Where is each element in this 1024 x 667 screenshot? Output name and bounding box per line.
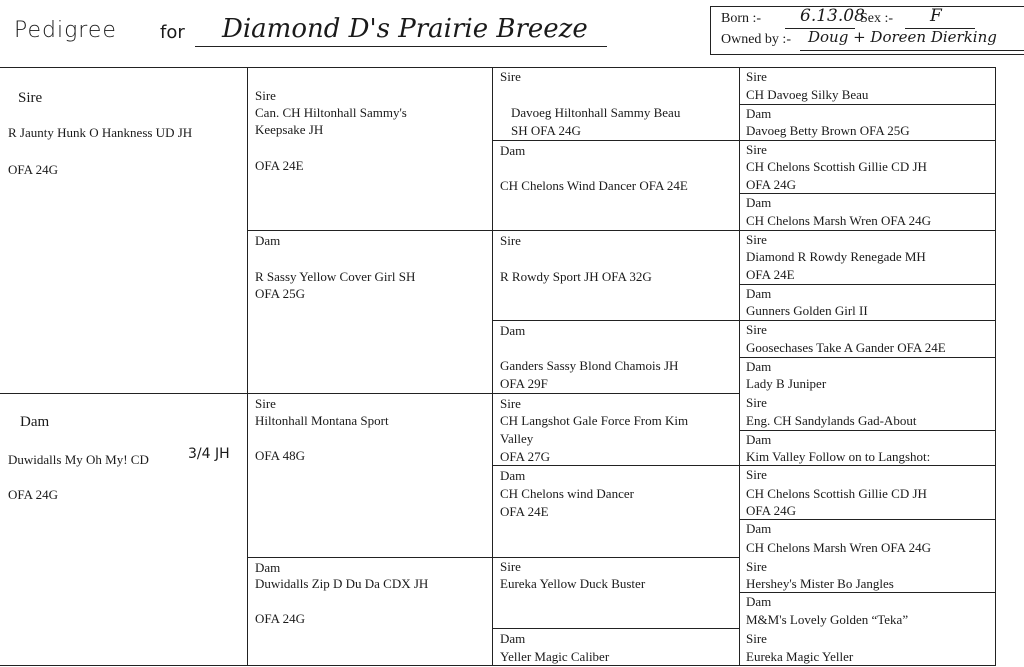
col3-3-name: R Rowdy Sport JH OFA 32G — [500, 269, 652, 284]
col4-14-name: M&M's Lovely Golden “Teka” — [746, 612, 909, 627]
col3-6-name2: OFA 24E — [500, 504, 549, 519]
col3-8-name: Yeller Magic Caliber — [500, 649, 610, 664]
col3-5-role: Sire — [500, 396, 521, 411]
col3-5-name2: Valley — [500, 431, 534, 446]
col3-8-role: Dam — [500, 631, 526, 646]
col2-sire-1-name: Can. CH Hiltonhall Sammy's — [255, 105, 407, 120]
col3-6-name: CH Chelons wind Dancer — [500, 486, 634, 501]
col3-4-name2: OFA 29F — [500, 376, 548, 391]
col2-dam-2-role: Dam — [255, 560, 281, 575]
dog-name: Diamond D's Prairie Breeze — [222, 14, 588, 44]
col3-2-role: Dam — [500, 143, 526, 158]
col4-13-role: Sire — [746, 559, 767, 574]
col4-11-role: Sire — [746, 467, 767, 482]
page-title: Pedigree — [14, 18, 117, 43]
col3-split-d — [492, 628, 739, 629]
col2-dam-1-name: R Sassy Yellow Cover Girl SH — [255, 269, 416, 284]
col3-5-name: CH Langshot Gale Force From Kim — [500, 413, 689, 428]
col3-1-name: Davoeg Hiltonhall Sammy Beau — [511, 105, 681, 120]
col1-split — [0, 393, 739, 394]
col4-15-role: Sire — [746, 631, 767, 646]
table-top-border — [0, 67, 995, 68]
sex-value: F — [930, 6, 942, 26]
col3-6-role: Dam — [500, 468, 526, 483]
col2-dam-2-info: OFA 24G — [255, 611, 305, 626]
col3-4-name: Ganders Sassy Blond Chamois JH — [500, 358, 679, 373]
col3-1-name2: SH OFA 24G — [511, 123, 581, 138]
col4-6-role: Dam — [746, 286, 772, 301]
col2-sire-1-info: OFA 24E — [255, 158, 304, 173]
col2-sire-2-info: OFA 48G — [255, 448, 305, 463]
col4-12-name: CH Chelons Marsh Wren OFA 24G — [746, 540, 931, 555]
table-right-border — [995, 67, 996, 666]
col4-9-name: Eng. CH Sandylands Gad-About — [746, 413, 917, 428]
info-box-top — [710, 6, 1024, 7]
col2-sire-2-name: Hiltonhall Montana Sport — [255, 413, 389, 428]
col2-dam-1-name2: OFA 25G — [255, 286, 305, 301]
col4-5-name: Diamond R Rowdy Renegade MH — [746, 249, 926, 264]
col-divider-3 — [739, 67, 740, 666]
col1-sire-info: OFA 24G — [8, 162, 58, 177]
col4-2-role: Dam — [746, 106, 772, 121]
sex-label: Sex :- — [860, 11, 894, 26]
col4-7-role: Sire — [746, 322, 767, 337]
col4-5-role: Sire — [746, 232, 767, 247]
col1-sire-name: R Jaunty Hunk O Hankness UD JH — [8, 125, 193, 140]
col4-split — [739, 140, 995, 141]
col2-split-a — [247, 230, 739, 231]
col2-sire-1-name2: Keepsake JH — [255, 122, 324, 137]
col4-3-name: CH Chelons Scottish Gillie CD JH — [746, 159, 927, 174]
col4-split — [739, 284, 995, 285]
col1-dam-name: Duwidalls My Oh My! CD — [8, 452, 149, 467]
col4-split — [739, 104, 995, 105]
col4-8-role: Dam — [746, 359, 772, 374]
col4-14-role: Dam — [746, 594, 772, 609]
col4-8-name: Lady B Juniper — [746, 376, 827, 391]
col4-1-name: CH Davoeg Silky Beau — [746, 87, 869, 102]
col4-9-role: Sire — [746, 395, 767, 410]
dog-name-underline — [195, 46, 607, 47]
col4-3-role: Sire — [746, 142, 767, 157]
col3-4-role: Dam — [500, 323, 526, 338]
col2-dam-1-role: Dam — [255, 233, 281, 248]
col4-11-name: CH Chelons Scottish Gillie CD JH — [746, 486, 927, 501]
col4-split — [739, 357, 995, 358]
col4-6-name: Gunners Golden Girl II — [746, 303, 868, 318]
col4-split — [739, 430, 995, 431]
col3-7-role: Sire — [500, 559, 521, 574]
col3-2-name: CH Chelons Wind Dancer OFA 24E — [500, 178, 688, 193]
col3-3-role: Sire — [500, 233, 521, 248]
col4-3-name2: OFA 24G — [746, 177, 796, 192]
col1-sire-role: Sire — [18, 90, 43, 106]
col2-sire-2-role: Sire — [255, 396, 276, 411]
col3-split-a — [492, 140, 739, 141]
col-divider-2 — [492, 67, 493, 666]
col4-10-role: Dam — [746, 432, 772, 447]
col4-1-role: Sire — [746, 69, 767, 84]
col2-dam-2-name: Duwidalls Zip D Du Da CDX JH — [255, 576, 429, 591]
col4-13-name: Hershey's Mister Bo Jangles — [746, 576, 894, 591]
col4-4-role: Dam — [746, 195, 772, 210]
col4-4-name: CH Chelons Marsh Wren OFA 24G — [746, 213, 931, 228]
col3-split-b — [492, 320, 739, 321]
col4-split — [739, 230, 995, 231]
col4-5-name2: OFA 24E — [746, 267, 795, 282]
col-divider-1 — [247, 67, 248, 666]
col4-10-name: Kim Valley Follow on to Langshot: — [746, 449, 931, 464]
info-box-left — [710, 6, 711, 54]
col4-15-name: Eureka Magic Yeller — [746, 649, 854, 664]
col3-7-name: Eureka Yellow Duck Buster — [500, 576, 646, 591]
col4-7-name: Goosechases Take A Gander OFA 24E — [746, 340, 946, 355]
for-label: for — [160, 22, 185, 43]
col3-1-role: Sire — [500, 69, 521, 84]
born-value: 6.13.08 — [800, 6, 865, 26]
col2-sire-1-role: Sire — [255, 88, 276, 103]
col1-dam-role: Dam — [20, 414, 50, 430]
col4-12-role: Dam — [746, 521, 772, 536]
col3-5-info: OFA 27G — [500, 449, 550, 464]
owned-value: Doug + Doreen Dierking — [808, 28, 997, 46]
col4-split — [739, 320, 995, 321]
col4-2-name: Davoeg Betty Brown OFA 25G — [746, 123, 910, 138]
born-label: Born :- — [721, 11, 762, 26]
col2-split-b — [247, 557, 739, 558]
owned-label: Owned by :- — [721, 32, 791, 47]
owned-underline — [800, 50, 1024, 51]
info-box-bottom — [710, 54, 1024, 55]
col1-dam-handwritten: 3/4 JH — [188, 446, 230, 462]
col1-dam-info: OFA 24G — [8, 487, 58, 502]
col4-11-name2: OFA 24G — [746, 503, 796, 518]
